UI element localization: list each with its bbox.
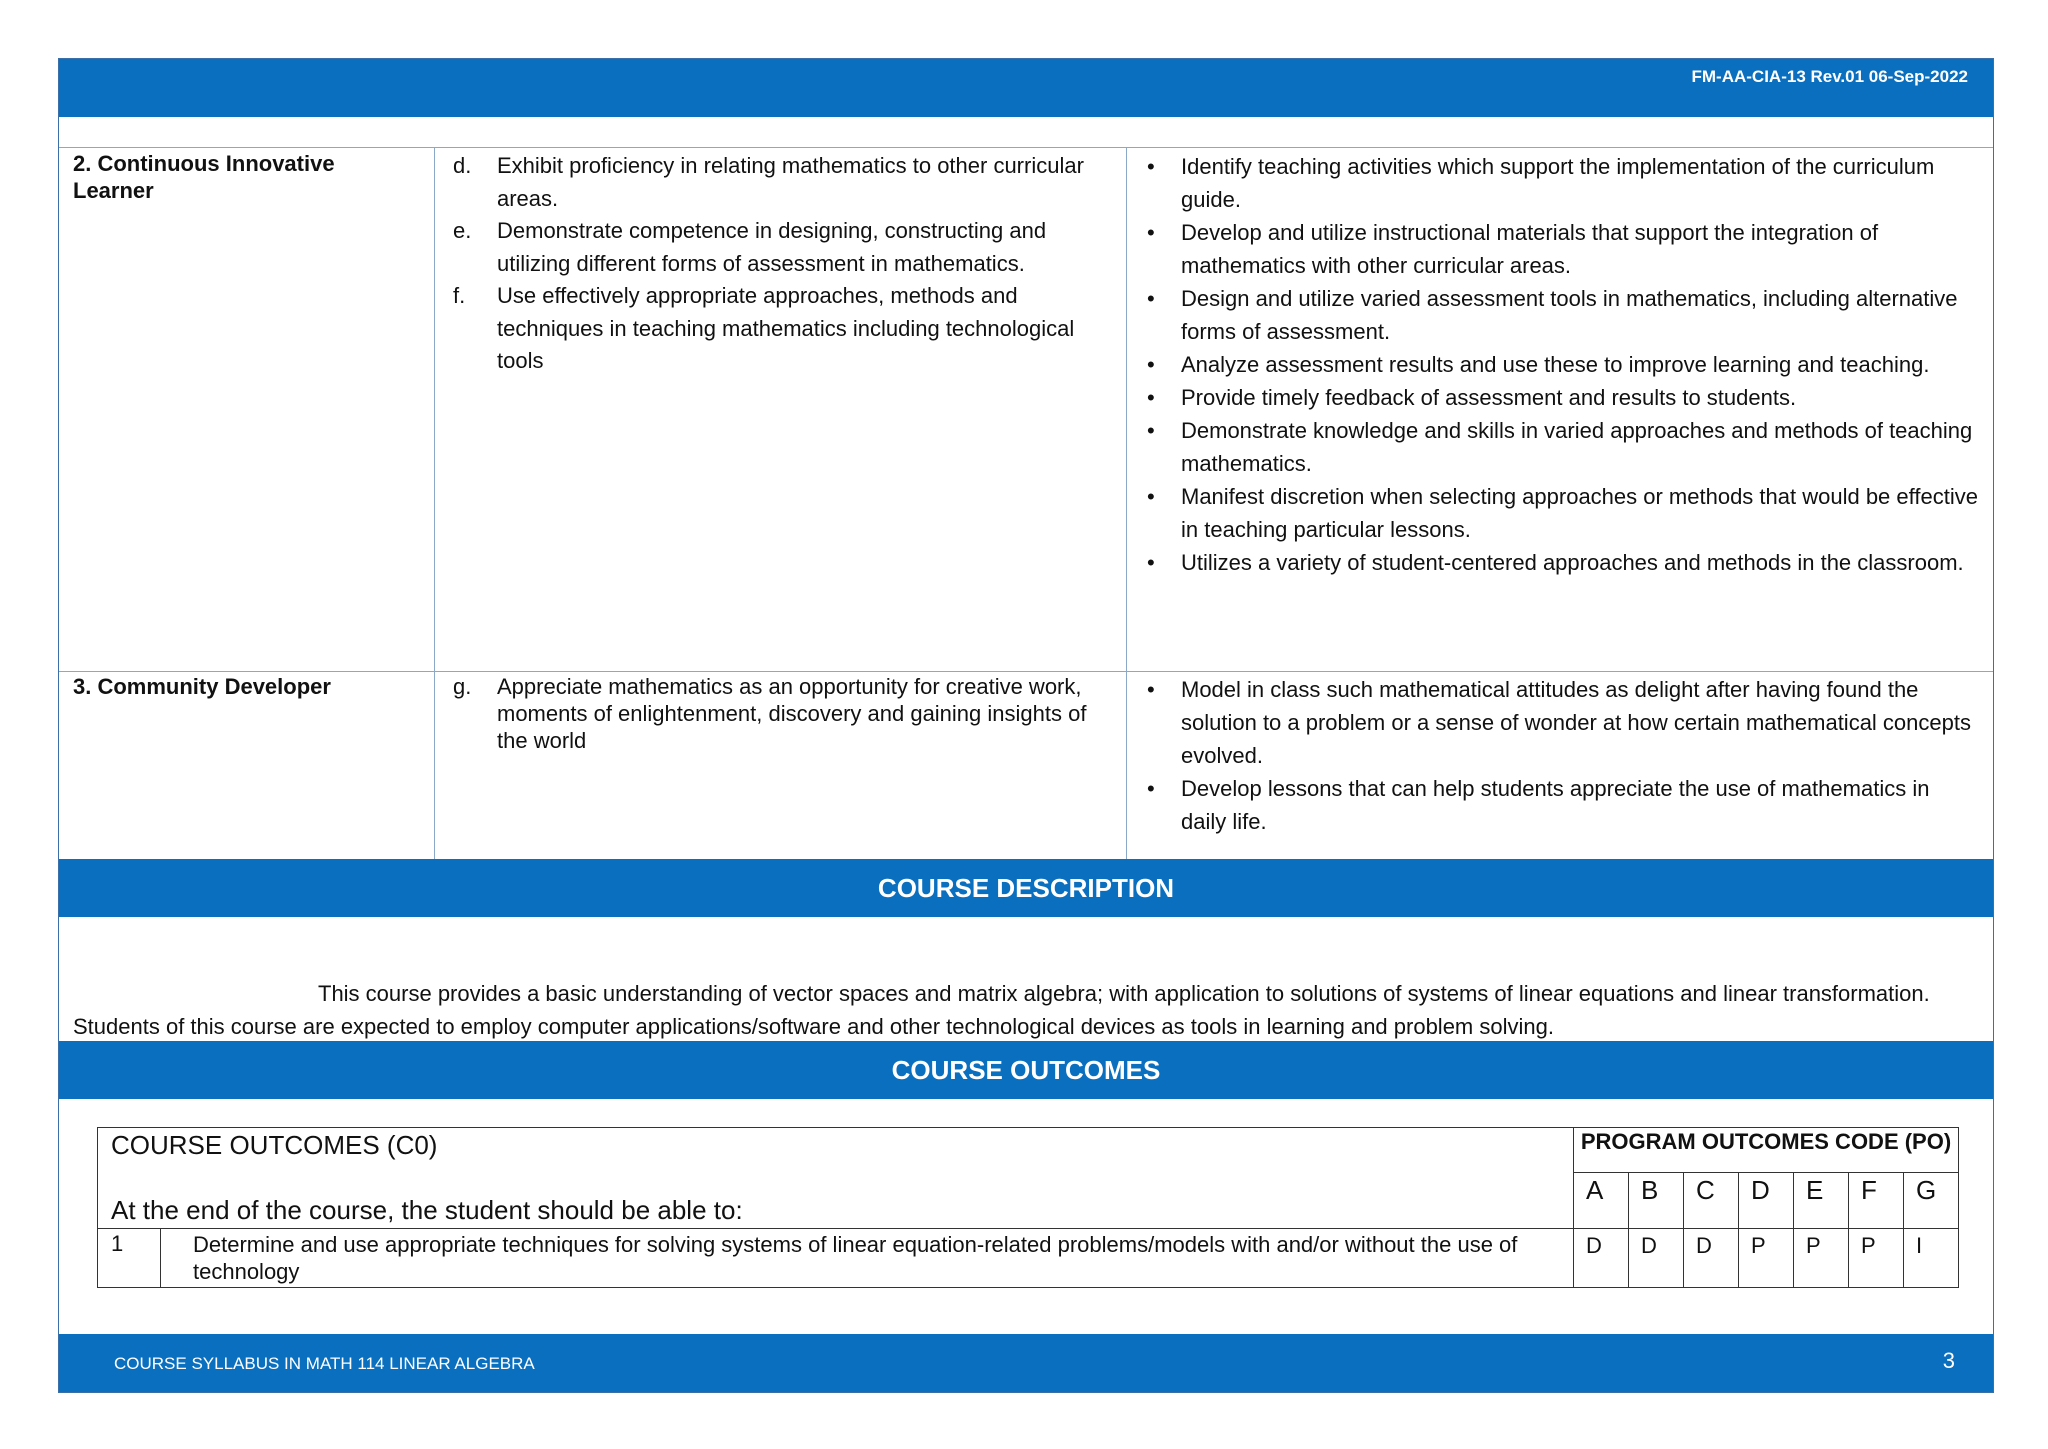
po-letter: D: [1739, 1173, 1794, 1229]
course-outcomes-table: [97, 1127, 1959, 1288]
po-code: P: [1849, 1229, 1904, 1288]
co-header-cell: [98, 1128, 1574, 1229]
list-item: • Manifest discretion when selecting approaches or methods that would be effective in teaching particular lessons.: [1147, 484, 1978, 542]
po-title-cell: [1574, 1128, 1959, 1173]
row-label: 2. Continuous Innovative Learner: [73, 151, 335, 203]
row-label: 3. Community Developer: [73, 674, 331, 699]
footer-title: COURSE SYLLABUS IN MATH 114 LINEAR ALGEBRA: [114, 1354, 535, 1373]
list-item: • Develop lessons that can help students appreciate the use of mathematics in daily life.: [1147, 776, 1930, 834]
header-bar: [59, 59, 1993, 117]
list-item: • Utilizes a variety of student-centered approaches and methods in the classroom.: [1147, 550, 1964, 575]
spacer-row: [59, 117, 1993, 148]
row-label-cell: [59, 671, 435, 859]
po-letter: E: [1794, 1173, 1849, 1229]
list-item: • Analyze assessment results and use these to improve learning and teaching.: [1147, 352, 1930, 377]
lettered-list: [453, 673, 1116, 754]
po-letter: G: [1904, 1173, 1959, 1229]
lettered-items-cell: [435, 671, 1127, 859]
list-item: • Identify teaching activities which support the implementation of the curriculum guide.: [1147, 154, 1935, 212]
list-item: e. Demonstrate competence in designing, constructing and utilizing different forms of assessment in mathematics.: [453, 218, 1047, 276]
course-description-heading: COURSE DESCRIPTION: [59, 859, 1993, 917]
po-code: I: [1904, 1229, 1959, 1288]
document-page: [58, 58, 1994, 1393]
outcome-row-community-developer: [59, 671, 1993, 859]
co-number: 1: [98, 1229, 161, 1288]
footer-bar: [59, 1334, 1993, 1392]
outcome-row-continuous-learner: [59, 148, 1993, 672]
list-item: • Demonstrate knowledge and skills in varied approaches and methods of teaching mathematics.: [1147, 418, 1973, 476]
bullet-list: [1137, 150, 1979, 579]
po-title: PROGRAM OUTCOMES CODE (PO): [1580, 1129, 1952, 1154]
po-code: D: [1574, 1229, 1629, 1288]
list-item: • Model in class such mathematical attitudes as delight after having found the solution to a problem or a sense of wonder at how certain mathematical concepts evolved.: [1147, 677, 1971, 768]
co-title: COURSE OUTCOMES (C0): [111, 1130, 438, 1160]
co-text: Determine and use appropriate techniques for solving systems of linear equation-related problems/models with and/or without the use of technology: [161, 1229, 1574, 1288]
po-letter: F: [1849, 1173, 1904, 1229]
bullet-items-cell: [1127, 148, 1993, 671]
table-row: [98, 1229, 1959, 1288]
list-item: f. Use effectively appropriate approaches, methods and techniques in teaching mathematics including technological tools: [453, 283, 1075, 373]
table-header-row: [98, 1128, 1959, 1173]
list-item: • Develop and utilize instructional materials that support the integration of mathematics with other curricular areas.: [1147, 220, 1879, 278]
po-code: P: [1739, 1229, 1794, 1288]
form-code: FM-AA-CIA-13 Rev.01 06-Sep-2022: [1691, 67, 1968, 86]
course-description-text: This course provides a basic understanding of vector spaces and matrix algebra; with application to solutions of systems of linear equations and linear transformation. Students of this course are expected to employ computer applications/software and other technological devices as tools in learning and problem solving.: [73, 981, 1930, 1039]
co-intro: At the end of the course, the student should be able to:: [111, 1195, 743, 1225]
row-label-cell: [59, 148, 435, 671]
po-code: P: [1794, 1229, 1849, 1288]
list-item: d. Exhibit proficiency in relating mathematics to other curricular areas.: [453, 153, 1084, 211]
po-letter: C: [1684, 1173, 1739, 1229]
list-item: g. Appreciate mathematics as an opportunity for creative work, moments of enlightenment, discovery and gaining insights of the world: [453, 674, 1087, 753]
page-number: 3: [1942, 1348, 1955, 1373]
po-code: D: [1629, 1229, 1684, 1288]
lettered-list: [453, 150, 1116, 378]
bullet-items-cell: [1127, 671, 1993, 859]
course-outcomes-heading: COURSE OUTCOMES: [59, 1041, 1993, 1099]
po-code: D: [1684, 1229, 1739, 1288]
bullet-list: [1137, 673, 1979, 838]
list-item: • Design and utilize varied assessment tools in mathematics, including alternative forms of assessment.: [1147, 286, 1958, 344]
lettered-items-cell: [435, 148, 1127, 671]
po-letter: A: [1574, 1173, 1629, 1229]
list-item: • Provide timely feedback of assessment and results to students.: [1147, 385, 1797, 410]
po-letter: B: [1629, 1173, 1684, 1229]
